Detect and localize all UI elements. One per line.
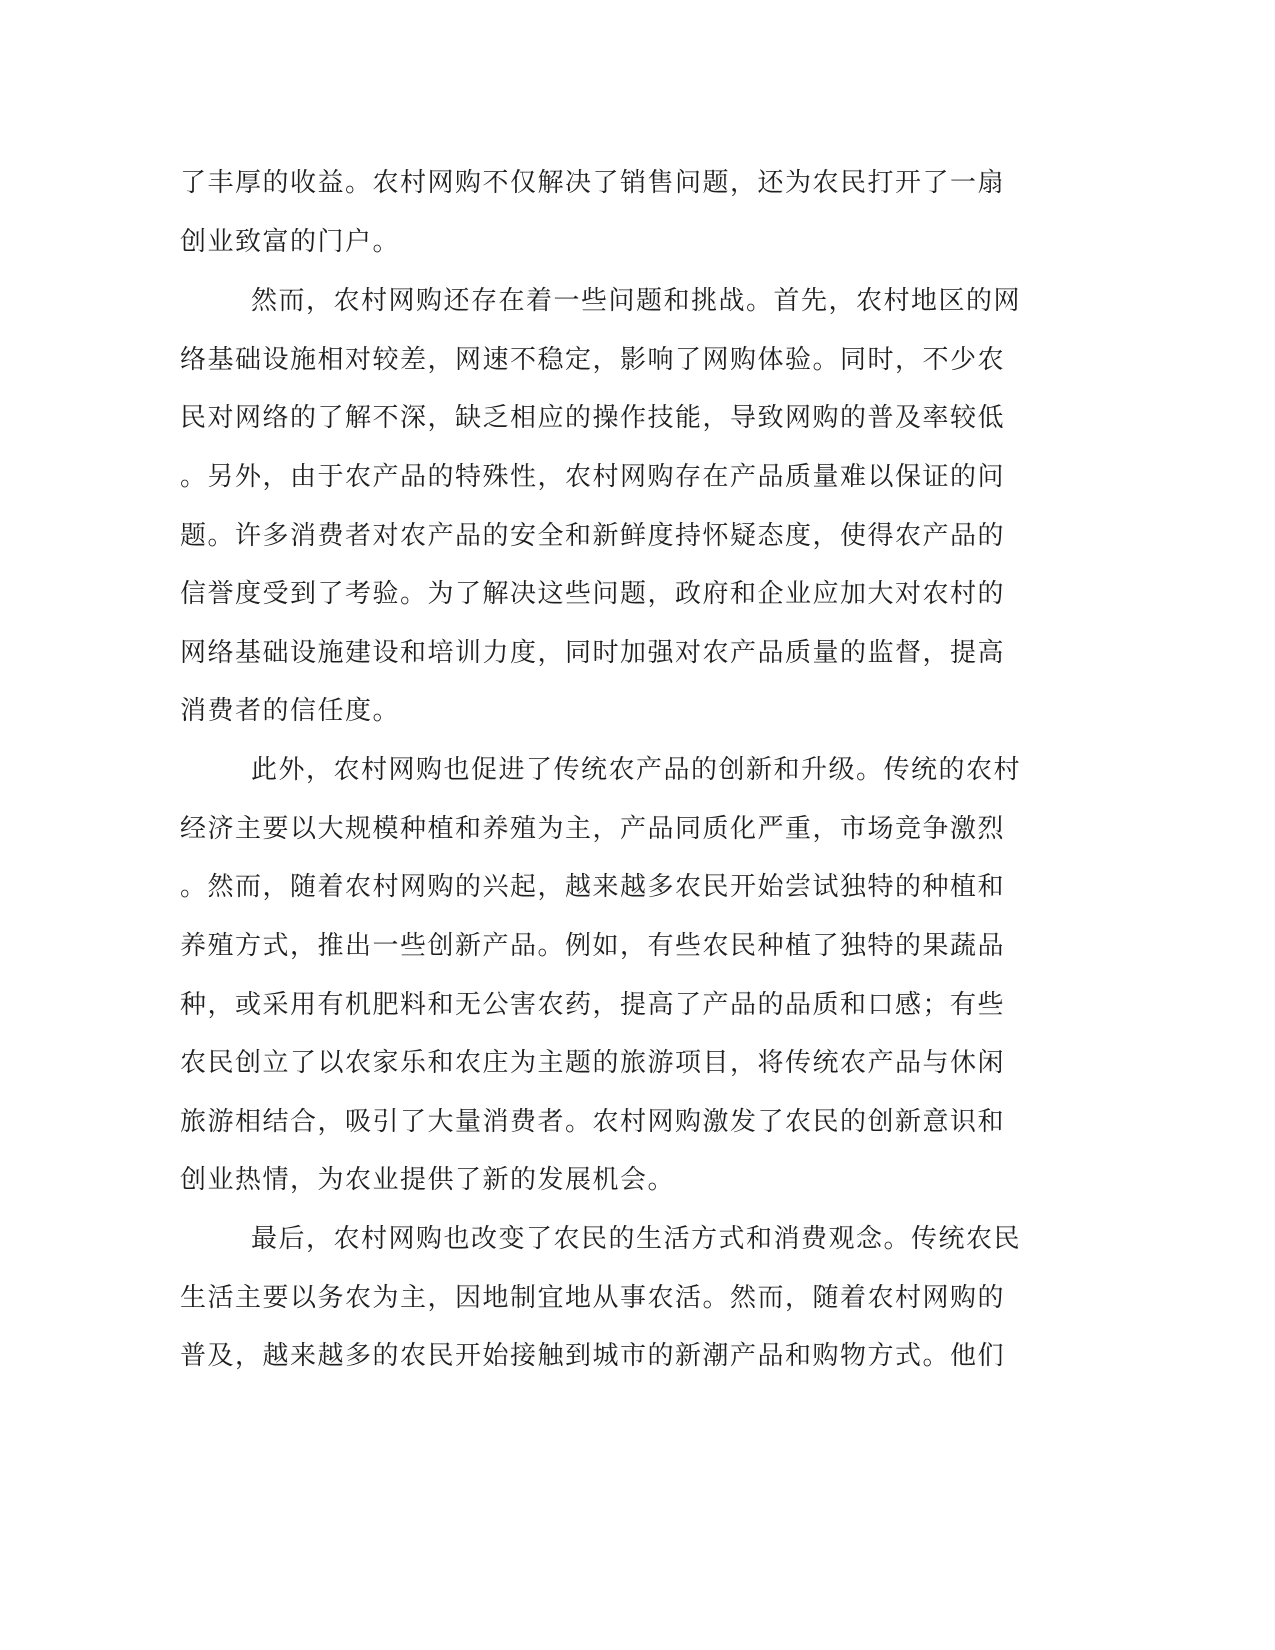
text-line: 题。许多消费者对农产品的安全和新鲜度持怀疑态度，使得农产品的 [180, 521, 1006, 551]
text-line: 普及，越来越多的农民开始接触到城市的新潮产品和购物方式。他们 [180, 1341, 1006, 1371]
text-line: 创业热情，为农业提供了新的发展机会。 [180, 1165, 676, 1195]
text-line: 经济主要以大规模种植和养殖为主，产品同质化严重，市场竞争激烈 [180, 814, 1006, 844]
text-line: 农民创立了以农家乐和农庄为主题的旅游项目，将传统农产品与休闲 [180, 1048, 1006, 1078]
text-line: 。另外，由于农产品的特殊性，农村网购存在产品质量难以保证的问 [180, 462, 1006, 492]
text-line: 创业致富的门户。 [180, 227, 401, 257]
text-line: 旅游相结合，吸引了大量消费者。农村网购激发了农民的创新意识和 [180, 1107, 1006, 1137]
text-line: 养殖方式，推出一些创新产品。例如，有些农民种植了独特的果蔬品 [180, 931, 1006, 961]
text-line: 种，或采用有机肥料和无公害农药，提高了产品的品质和口感；有些 [180, 990, 1006, 1020]
text-line: 。然而，随着农村网购的兴起，越来越多农民开始尝试独特的种植和 [180, 872, 1006, 902]
text-line: 消费者的信任度。 [180, 696, 401, 726]
text-line: 生活主要以务农为主，因地制宜地从事农活。然而，随着农村网购的 [180, 1283, 1006, 1313]
text-line: 了丰厚的收益。农村网购不仅解决了销售问题，还为农民打开了一扇 [180, 168, 1006, 198]
text-line: 网络基础设施建设和培训力度，同时加强对农产品质量的监督，提高 [180, 638, 1006, 668]
paragraph-first-line: 此外，农村网购也促进了传统农产品的创新和升级。传统的农村 [251, 755, 1022, 785]
text-line: 民对网络的了解不深，缺乏相应的操作技能，导致网购的普及率较低 [180, 403, 1006, 433]
text-line: 络基础设施相对较差，网速不稳定，影响了网购体验。同时，不少农 [180, 345, 1006, 375]
paragraph-first-line: 最后，农村网购也改变了农民的生活方式和消费观念。传统农民 [251, 1224, 1022, 1254]
paragraph-first-line: 然而，农村网购还存在着一些问题和挑战。首先，农村地区的网 [251, 286, 1022, 316]
text-line: 信誉度受到了考验。为了解决这些问题，政府和企业应加大对农村的 [180, 579, 1006, 609]
